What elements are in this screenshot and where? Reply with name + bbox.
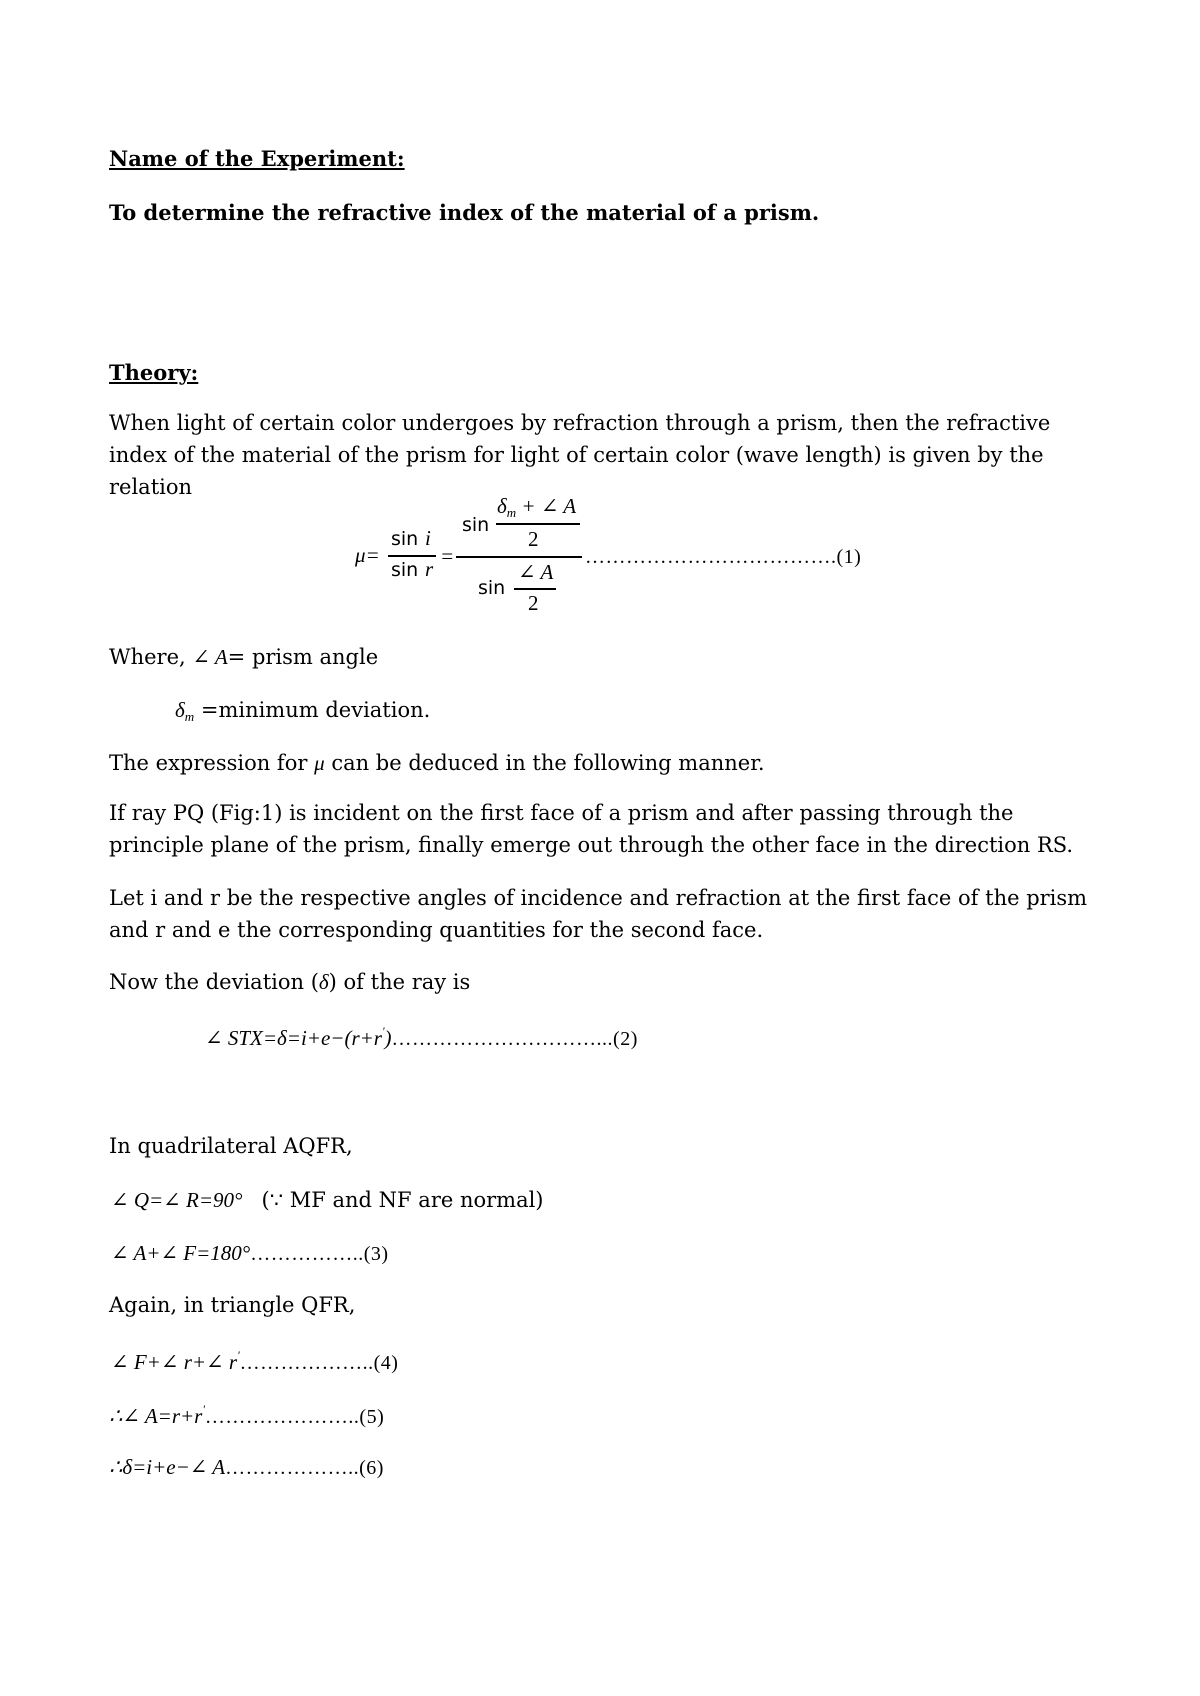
expr-text-a: The expression for xyxy=(109,751,308,775)
eq4-prime: ' xyxy=(237,1348,240,1362)
eq1-inner-bar-2 xyxy=(514,588,556,590)
paragraph-let: Let i and r be the respective angles of incidence and refraction at the first face of the prism and r and e the corresponding quantities for the second face. xyxy=(109,886,1088,942)
equation-4 xyxy=(111,1348,398,1375)
delta-symbol: δ xyxy=(175,698,185,722)
eq1-num-rest: + ∠ A xyxy=(521,494,577,518)
expression-line xyxy=(109,751,765,776)
equation-2 xyxy=(205,1024,638,1051)
quad-note: (∵ MF and NF are normal) xyxy=(261,1188,544,1212)
eq1-mu: μ= xyxy=(355,543,380,567)
eq1-number: ……………………………….(1) xyxy=(585,546,862,568)
experiment-title: To determine the refractive index of the material of a prism. xyxy=(109,200,820,225)
where-text: = prism angle xyxy=(227,645,379,669)
eq3-main: ∠ A+∠ F=180° xyxy=(111,1241,251,1265)
delta-line xyxy=(175,698,430,725)
dev-symbol: δ xyxy=(318,970,329,994)
dev-text-a: Now the deviation ( xyxy=(109,970,319,994)
eq4-number: ………………..(4) xyxy=(239,1352,399,1374)
eq1-den-sin: sin xyxy=(478,577,506,599)
eq2-number: …………………………...(2) xyxy=(391,1028,638,1050)
quad-eq: ∠ Q=∠ R=90° xyxy=(111,1188,243,1212)
eq1-num-top xyxy=(497,494,576,521)
eq2-main: ∠ STX=δ=i+e−(r+r xyxy=(205,1026,382,1050)
theory-intro: When light of certain color undergoes by refraction through a prism, then the refractive index of the material of the prism for light of certain color (wave length) is given by the relation xyxy=(109,411,1051,499)
eq1-main-bar xyxy=(456,556,582,558)
eq5-main: ∴∠ A=r+r xyxy=(109,1404,203,1428)
eq1-num-sin: sin xyxy=(462,514,490,536)
quad-text: In quadrilateral AQFR, xyxy=(109,1134,353,1158)
eq1-num-sub: m xyxy=(506,505,517,520)
eq1-den-den: 2 xyxy=(528,591,539,615)
eq1-sin-i-fn: sin xyxy=(391,528,419,550)
expr-text-b: can be deduced in the following manner. xyxy=(331,751,765,775)
dev-text-b: ) of the ray is xyxy=(328,970,471,994)
equation-5 xyxy=(109,1402,384,1429)
equation-3 xyxy=(111,1241,389,1266)
eq4-main: ∠ F+∠ r+∠ r xyxy=(111,1350,238,1374)
delta-sub: m xyxy=(184,709,195,724)
eq5-prime: ' xyxy=(202,1402,205,1416)
eq1-num-delta: δ xyxy=(497,494,507,518)
eq1-inner-bar-1 xyxy=(496,523,580,525)
where-line xyxy=(109,645,378,670)
eq5-number: …………………..(5) xyxy=(204,1406,385,1428)
eq6-main: ∴δ=i+e−∠ A xyxy=(109,1455,226,1479)
where-label: Where, xyxy=(109,645,186,669)
where-symbol: ∠ A xyxy=(192,645,228,669)
eq1-equals: = xyxy=(440,544,455,568)
eq2-close: ) xyxy=(384,1026,392,1050)
theory-label: Theory: xyxy=(109,360,199,385)
deviation-line xyxy=(109,970,470,995)
eq1-den-num: ∠ A xyxy=(518,560,554,584)
paragraph-ray: If ray PQ (Fig:1) is incident on the first face of a prism and after passing through the principle plane of the prism, finally emerge out through the other face in the direction RS. xyxy=(109,801,1074,857)
eq1-sin-i-var: i xyxy=(425,526,431,550)
equation-6 xyxy=(109,1455,384,1480)
eq2-prime: ' xyxy=(381,1024,385,1038)
eq1-sin-r-var: r xyxy=(425,557,434,581)
expr-symbol: μ xyxy=(314,751,325,775)
experiment-label: Name of the Experiment: xyxy=(109,146,405,171)
delta-text: =minimum deviation. xyxy=(200,698,431,722)
eq1-sin-r-fn: sin xyxy=(391,559,419,581)
tri-text: Again, in triangle QFR, xyxy=(109,1293,356,1317)
quad-equation xyxy=(111,1188,544,1213)
eq1-num-den: 2 xyxy=(528,527,539,551)
eq3-number: ……………..(3) xyxy=(250,1243,389,1265)
eq6-number: ………………..(6) xyxy=(225,1457,384,1479)
